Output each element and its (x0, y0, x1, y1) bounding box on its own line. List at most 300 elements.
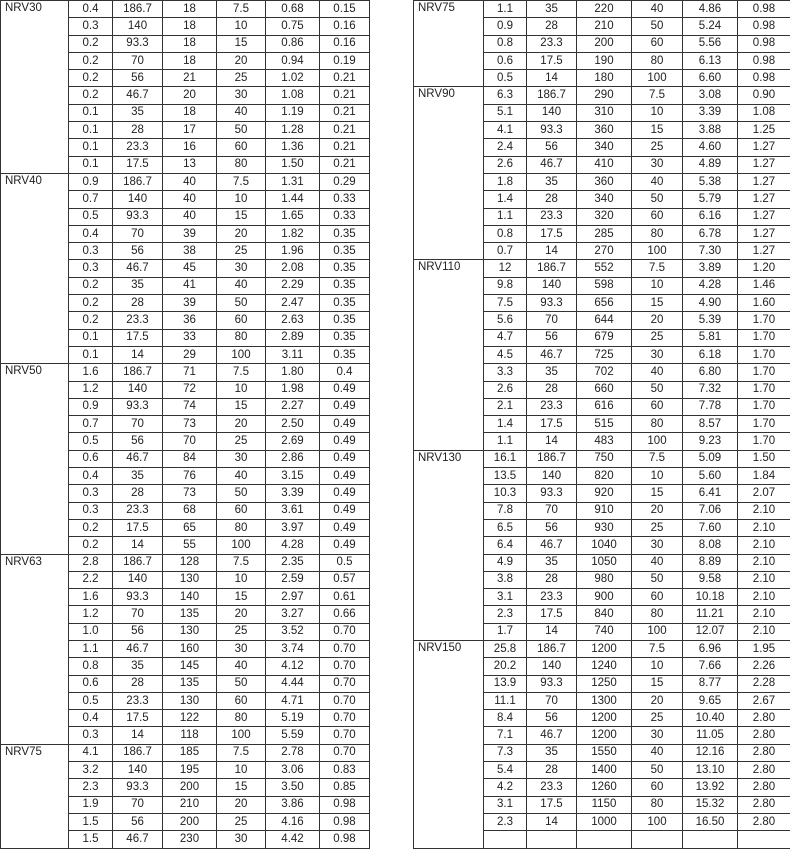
model-cell (1, 779, 69, 796)
torque-cell: 16 (163, 139, 217, 156)
output-speed-cell: 70 (113, 606, 163, 623)
power-kw-cell: 7.1 (484, 727, 527, 744)
table-row (414, 675, 790, 692)
service-factor-cell: 2.80 (738, 710, 790, 727)
model-cell (1, 156, 69, 173)
torque-cell: 616 (577, 398, 632, 415)
model-cell (1, 433, 69, 450)
model-cell (414, 225, 484, 242)
efficiency-factor-cell: 4.90 (683, 295, 738, 312)
power-kw-cell: 0.3 (69, 485, 113, 502)
power-kw-cell: 0.1 (69, 346, 113, 363)
torque-cell: 18 (163, 18, 217, 35)
efficiency-factor-cell: 7.30 (683, 243, 738, 260)
model-cell (1, 485, 69, 502)
model-cell (414, 571, 484, 588)
output-speed-cell: 28 (113, 122, 163, 139)
torque-cell: 135 (163, 606, 217, 623)
model-cell (414, 346, 484, 363)
table-row (1, 710, 370, 727)
ratio-cell: 80 (217, 710, 266, 727)
model-cell (414, 381, 484, 398)
efficiency-factor-cell: 5.60 (683, 468, 738, 485)
ratio-cell: 25 (217, 623, 266, 640)
power-kw-cell: 1.2 (69, 606, 113, 623)
table-row (1, 779, 370, 796)
output-speed-cell: 186.7 (113, 1, 163, 18)
service-factor-cell: 1.70 (738, 398, 790, 415)
service-factor-cell: 0.21 (320, 87, 370, 104)
power-kw-cell: 5.1 (484, 104, 527, 121)
service-factor-cell: 0.4 (320, 364, 370, 381)
power-kw-cell: 1.6 (69, 589, 113, 606)
ratio-cell: 30 (632, 156, 683, 173)
power-kw-cell: 7.8 (484, 502, 527, 519)
service-factor-cell: 2.10 (738, 519, 790, 536)
service-factor-cell: 0.85 (320, 779, 370, 796)
power-kw-cell: 4.9 (484, 554, 527, 571)
ratio-cell: 60 (632, 398, 683, 415)
table-row (1, 312, 370, 329)
efficiency-factor-cell: 6.41 (683, 485, 738, 502)
efficiency-factor-cell: 3.15 (266, 468, 320, 485)
power-kw-cell: 2.1 (484, 398, 527, 415)
ratio-cell: 30 (217, 831, 266, 848)
table-row (414, 104, 790, 121)
ratio-cell: 60 (632, 35, 683, 52)
torque-cell: 145 (163, 658, 217, 675)
output-speed-cell: 17.5 (113, 519, 163, 536)
output-speed-cell: 56 (527, 139, 577, 156)
power-kw-cell: 2.6 (484, 381, 527, 398)
output-speed-cell: 46.7 (113, 450, 163, 467)
model-cell (414, 312, 484, 329)
output-speed-cell: 70 (113, 52, 163, 69)
table-row (1, 416, 370, 433)
table-row (1, 260, 370, 277)
ratio-cell: 60 (632, 208, 683, 225)
model-cell (1, 537, 69, 554)
table-row (1, 52, 370, 69)
ratio-cell: 100 (632, 243, 683, 260)
service-factor-cell: 1.70 (738, 364, 790, 381)
power-kw-cell: 0.2 (69, 312, 113, 329)
output-speed-cell: 23.3 (113, 692, 163, 709)
torque-cell: 1250 (577, 675, 632, 692)
output-speed-cell: 23.3 (527, 398, 577, 415)
efficiency-factor-cell: 3.74 (266, 640, 320, 657)
table-row (414, 589, 790, 606)
efficiency-factor-cell: 2.89 (266, 329, 320, 346)
output-speed-cell: 14 (527, 70, 577, 87)
model-cell (414, 831, 484, 848)
table-row (414, 346, 790, 363)
output-speed-cell: 56 (113, 623, 163, 640)
ratio-cell: 80 (632, 52, 683, 69)
torque-cell: 55 (163, 537, 217, 554)
efficiency-factor-cell: 1.65 (266, 208, 320, 225)
output-speed-cell: 70 (113, 416, 163, 433)
ratio-cell: 20 (632, 502, 683, 519)
output-speed-cell: 140 (113, 762, 163, 779)
ratio-cell: 15 (632, 122, 683, 139)
table-row (414, 813, 790, 830)
torque-cell: 340 (577, 191, 632, 208)
ratio-cell: 100 (217, 346, 266, 363)
table-row (1, 18, 370, 35)
ratio-cell: 60 (632, 589, 683, 606)
table-row (414, 744, 790, 761)
model-cell (414, 122, 484, 139)
torque-cell: 38 (163, 243, 217, 260)
model-cell: NRV75 (1, 744, 69, 761)
service-factor-cell: 1.27 (738, 156, 790, 173)
power-kw-cell: 0.6 (69, 675, 113, 692)
torque-cell: 930 (577, 519, 632, 536)
ratio-cell: 10 (217, 18, 266, 35)
torque-cell: 71 (163, 364, 217, 381)
output-speed-cell: 140 (113, 191, 163, 208)
service-factor-cell: 2.10 (738, 589, 790, 606)
service-factor-cell: 1.27 (738, 191, 790, 208)
table-row (1, 554, 370, 571)
model-cell (1, 295, 69, 312)
ratio-cell: 50 (632, 571, 683, 588)
efficiency-factor-cell: 4.28 (266, 537, 320, 554)
ratio-cell: 7.5 (632, 640, 683, 657)
torque-cell: 135 (163, 675, 217, 692)
torque-cell: 40 (163, 191, 217, 208)
efficiency-factor-cell: 2.47 (266, 295, 320, 312)
output-speed-cell: 46.7 (113, 640, 163, 657)
model-cell (1, 122, 69, 139)
table-row (1, 589, 370, 606)
table-row (414, 779, 790, 796)
model-cell (414, 70, 484, 87)
table-row (1, 225, 370, 242)
efficiency-factor-cell: 9.58 (683, 571, 738, 588)
output-speed-cell: 140 (527, 104, 577, 121)
torque-cell: 360 (577, 173, 632, 190)
output-speed-cell: 17.5 (527, 225, 577, 242)
efficiency-factor-cell: 3.39 (683, 104, 738, 121)
output-speed-cell: 35 (527, 744, 577, 761)
output-speed-cell: 93.3 (113, 208, 163, 225)
model-cell (1, 450, 69, 467)
power-kw-cell: 3.8 (484, 571, 527, 588)
power-kw-cell: 0.7 (69, 191, 113, 208)
efficiency-factor-cell: 1.08 (266, 87, 320, 104)
power-kw-cell: 1.1 (69, 640, 113, 657)
output-speed-cell: 28 (527, 381, 577, 398)
ratio-cell: 100 (217, 537, 266, 554)
service-factor-cell: 0.70 (320, 623, 370, 640)
model-cell (414, 589, 484, 606)
ratio-cell: 50 (632, 381, 683, 398)
service-factor-cell: 1.95 (738, 640, 790, 657)
ratio-cell: 50 (217, 295, 266, 312)
torque-cell: 72 (163, 381, 217, 398)
torque-cell: 1200 (577, 710, 632, 727)
service-factor-cell: 2.80 (738, 813, 790, 830)
model-cell (1, 606, 69, 623)
efficiency-factor-cell: 5.19 (266, 710, 320, 727)
efficiency-factor-cell: 5.09 (683, 450, 738, 467)
torque-cell: 140 (163, 589, 217, 606)
table-row (1, 122, 370, 139)
output-speed-cell: 93.3 (113, 779, 163, 796)
torque-cell: 410 (577, 156, 632, 173)
table-row (414, 35, 790, 52)
ratio-cell: 15 (632, 295, 683, 312)
efficiency-factor-cell: 3.61 (266, 502, 320, 519)
service-factor-cell: 0.49 (320, 381, 370, 398)
ratio-cell: 7.5 (217, 554, 266, 571)
service-factor-cell: 0.98 (738, 52, 790, 69)
ratio-cell: 80 (632, 225, 683, 242)
table-row (1, 537, 370, 554)
torque-cell: 40 (163, 208, 217, 225)
table-row (414, 295, 790, 312)
torque-cell: 21 (163, 70, 217, 87)
efficiency-factor-cell: 11.05 (683, 727, 738, 744)
output-speed-cell: 56 (113, 433, 163, 450)
model-cell (1, 727, 69, 744)
table-row (1, 104, 370, 121)
ratio-cell: 20 (632, 312, 683, 329)
efficiency-factor-cell: 1.50 (266, 156, 320, 173)
ratio-cell: 100 (632, 813, 683, 830)
efficiency-factor-cell: 4.89 (683, 156, 738, 173)
output-speed-cell: 140 (527, 277, 577, 294)
output-speed-cell: 17.5 (113, 329, 163, 346)
efficiency-factor-cell: 1.36 (266, 139, 320, 156)
service-factor-cell: 0.70 (320, 640, 370, 657)
torque-cell: 660 (577, 381, 632, 398)
ratio-cell: 100 (217, 727, 266, 744)
power-kw-cell (484, 831, 527, 848)
ratio-cell: 40 (217, 104, 266, 121)
service-factor-cell: 0.70 (320, 710, 370, 727)
power-kw-cell: 2.3 (69, 779, 113, 796)
torque-cell: 76 (163, 468, 217, 485)
table-row (414, 122, 790, 139)
torque-cell: 118 (163, 727, 217, 744)
table-row (414, 312, 790, 329)
ratio-cell: 10 (632, 468, 683, 485)
model-cell (1, 640, 69, 657)
model-cell (1, 225, 69, 242)
efficiency-factor-cell: 4.12 (266, 658, 320, 675)
output-speed-cell: 28 (113, 485, 163, 502)
efficiency-factor-cell: 13.92 (683, 779, 738, 796)
power-kw-cell: 0.1 (69, 122, 113, 139)
table-row (414, 87, 790, 104)
efficiency-factor-cell: 6.18 (683, 346, 738, 363)
ratio-cell: 20 (217, 416, 266, 433)
service-factor-cell: 0.35 (320, 260, 370, 277)
efficiency-factor-cell: 3.50 (266, 779, 320, 796)
table-row (1, 87, 370, 104)
ratio-cell: 7.5 (632, 450, 683, 467)
model-cell (1, 398, 69, 415)
torque-cell: 36 (163, 312, 217, 329)
ratio-cell: 7.5 (217, 364, 266, 381)
table-row (414, 796, 790, 813)
torque-cell: 160 (163, 640, 217, 657)
output-speed-cell: 28 (527, 18, 577, 35)
torque-cell: 41 (163, 277, 217, 294)
ratio-cell: 40 (217, 658, 266, 675)
output-speed-cell: 186.7 (113, 554, 163, 571)
service-factor-cell: 0.49 (320, 450, 370, 467)
efficiency-factor-cell: 3.86 (266, 796, 320, 813)
table-row (414, 156, 790, 173)
torque-cell: 18 (163, 104, 217, 121)
service-factor-cell: 2.80 (738, 796, 790, 813)
table-row (414, 727, 790, 744)
torque-cell (577, 831, 632, 848)
power-kw-cell: 1.1 (484, 433, 527, 450)
service-factor-cell: 0.49 (320, 537, 370, 554)
efficiency-factor-cell: 8.57 (683, 416, 738, 433)
service-factor-cell: 1.27 (738, 225, 790, 242)
service-factor-cell: 2.67 (738, 692, 790, 709)
table-row (1, 398, 370, 415)
efficiency-factor-cell: 8.77 (683, 675, 738, 692)
service-factor-cell: 1.27 (738, 139, 790, 156)
ratio-cell: 10 (632, 658, 683, 675)
torque-cell: 190 (577, 52, 632, 69)
table-row (1, 502, 370, 519)
table-row (1, 364, 370, 381)
model-cell (1, 416, 69, 433)
power-kw-cell: 0.9 (69, 173, 113, 190)
output-speed-cell: 28 (113, 295, 163, 312)
service-factor-cell: 0.35 (320, 225, 370, 242)
service-factor-cell: 0.33 (320, 208, 370, 225)
ratio-cell: 25 (217, 243, 266, 260)
output-speed-cell: 140 (527, 658, 577, 675)
torque-cell: 1040 (577, 537, 632, 554)
torque-cell: 910 (577, 502, 632, 519)
output-speed-cell: 46.7 (527, 156, 577, 173)
table-row (1, 295, 370, 312)
table-row (414, 277, 790, 294)
ratio-cell: 50 (632, 762, 683, 779)
table-row (1, 692, 370, 709)
model-cell (414, 606, 484, 623)
efficiency-factor-cell: 5.24 (683, 18, 738, 35)
power-kw-cell: 0.5 (484, 70, 527, 87)
service-factor-cell: 0.70 (320, 744, 370, 761)
power-kw-cell: 16.1 (484, 450, 527, 467)
efficiency-factor-cell: 7.60 (683, 519, 738, 536)
torque-cell: 1050 (577, 554, 632, 571)
table-row (414, 606, 790, 623)
ratio-cell: 80 (217, 156, 266, 173)
efficiency-factor-cell: 2.29 (266, 277, 320, 294)
service-factor-cell: 1.27 (738, 173, 790, 190)
output-speed-cell: 28 (527, 571, 577, 588)
output-speed-cell: 186.7 (527, 260, 577, 277)
ratio-cell (632, 831, 683, 848)
power-kw-cell: 0.6 (69, 450, 113, 467)
service-factor-cell: 1.70 (738, 312, 790, 329)
ratio-cell: 30 (217, 450, 266, 467)
power-kw-cell: 4.2 (484, 779, 527, 796)
power-kw-cell: 0.1 (69, 156, 113, 173)
table-row (414, 519, 790, 536)
ratio-cell: 7.5 (217, 1, 266, 18)
service-factor-cell: 2.10 (738, 554, 790, 571)
torque-cell: 185 (163, 744, 217, 761)
model-cell (1, 623, 69, 640)
model-cell (414, 173, 484, 190)
power-kw-cell: 9.8 (484, 277, 527, 294)
output-speed-cell: 70 (527, 692, 577, 709)
power-kw-cell: 2.4 (484, 139, 527, 156)
service-factor-cell: 2.28 (738, 675, 790, 692)
output-speed-cell: 17.5 (113, 710, 163, 727)
efficiency-factor-cell: 1.44 (266, 191, 320, 208)
power-kw-cell: 1.5 (69, 813, 113, 830)
efficiency-factor-cell: 7.06 (683, 502, 738, 519)
power-kw-cell: 25.8 (484, 640, 527, 657)
ratio-cell: 30 (632, 727, 683, 744)
table-row (1, 519, 370, 536)
spec-table-left (0, 0, 370, 849)
service-factor-cell: 0.57 (320, 571, 370, 588)
table-row (1, 35, 370, 52)
service-factor-cell: 0.66 (320, 606, 370, 623)
power-kw-cell: 0.8 (484, 35, 527, 52)
efficiency-factor-cell: 3.89 (683, 260, 738, 277)
power-kw-cell: 0.1 (69, 139, 113, 156)
torque-cell: 29 (163, 346, 217, 363)
model-cell: NRV63 (1, 554, 69, 571)
table-row (414, 139, 790, 156)
power-kw-cell: 0.2 (69, 537, 113, 554)
power-kw-cell: 0.3 (69, 260, 113, 277)
service-factor-cell: 0.21 (320, 70, 370, 87)
output-speed-cell: 23.3 (527, 35, 577, 52)
torque-cell: 200 (577, 35, 632, 52)
table-row (414, 537, 790, 554)
torque-cell: 1400 (577, 762, 632, 779)
ratio-cell: 100 (632, 433, 683, 450)
power-kw-cell: 1.2 (69, 381, 113, 398)
power-kw-cell: 0.5 (69, 433, 113, 450)
ratio-cell: 20 (217, 225, 266, 242)
ratio-cell: 10 (217, 381, 266, 398)
ratio-cell: 15 (217, 398, 266, 415)
torque-cell: 20 (163, 87, 217, 104)
service-factor-cell: 1.20 (738, 260, 790, 277)
service-factor-cell: 0.21 (320, 122, 370, 139)
output-speed-cell: 35 (527, 1, 577, 18)
ratio-cell: 20 (217, 796, 266, 813)
table-row (1, 468, 370, 485)
service-factor-cell: 0.70 (320, 675, 370, 692)
efficiency-factor-cell: 1.80 (266, 364, 320, 381)
ratio-cell: 60 (217, 312, 266, 329)
ratio-cell: 30 (217, 87, 266, 104)
power-kw-cell: 0.2 (69, 519, 113, 536)
ratio-cell: 10 (632, 104, 683, 121)
power-kw-cell: 12 (484, 260, 527, 277)
ratio-cell: 30 (632, 537, 683, 554)
